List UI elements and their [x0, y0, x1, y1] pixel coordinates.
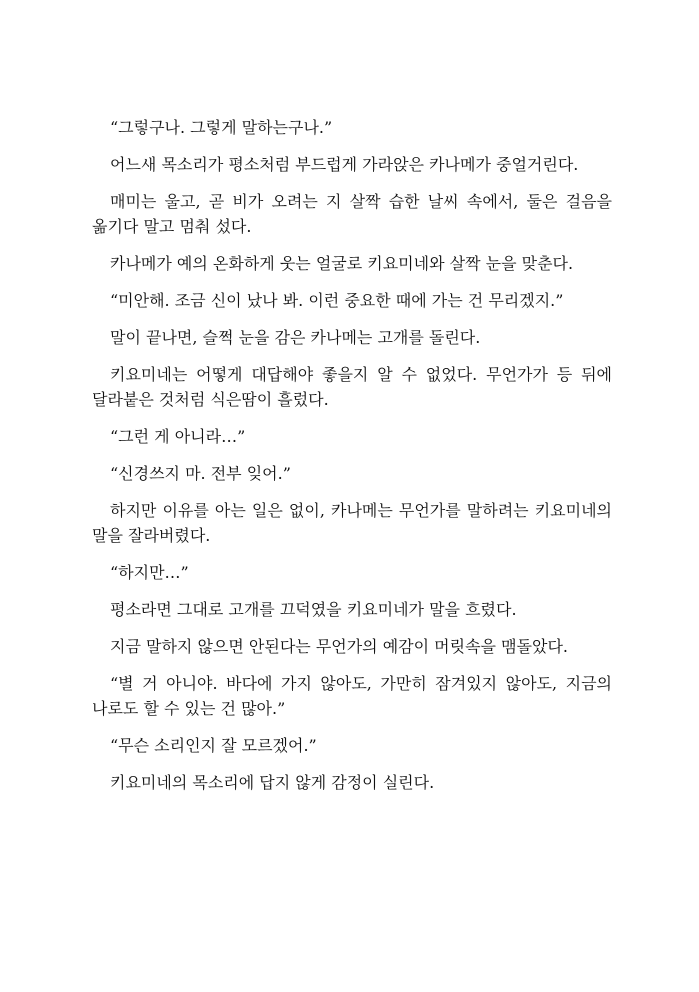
paragraph: “그런 게 아니라…” [110, 427, 246, 446]
paragraph: 어느새 목소리가 평소처럼 부드럽게 가라앉은 카나메가 중얼거린다. [110, 155, 579, 174]
paragraph: 지금 말하지 않으면 안된다는 무언가의 예감이 머릿속을 맴돌았다. [110, 637, 569, 656]
paragraph: 말이 끝나면, 슬쩍 눈을 감은 카나메는 고개를 돌린다. [110, 328, 481, 347]
paragraph: “신경쓰지 마. 전부 잊어.” [110, 464, 291, 483]
paragraph: 평소라면 그대로 고개를 끄덕였을 키요미네가 말을 흐렸다. [110, 600, 517, 619]
paragraph: “하지만…” [110, 563, 189, 582]
paragraph: 하지만 이유를 아는 일은 없이, 카나메는 무언가를 말하려는 키요미네의 말을 잘라버렸다. [92, 501, 612, 545]
paragraph: “무슨 소리인지 잘 모르겠어.” [110, 736, 317, 755]
paragraph: 카나메가 예의 온화하게 웃는 얼굴로 키요미네와 살짝 눈을 맞춘다. [110, 254, 574, 273]
paragraph: “그렇구나. 그렇게 말하는구나.” [110, 118, 333, 137]
paragraph: 키요미네는 어떻게 대답해야 좋을지 알 수 없었다. 무언가가 등 뒤에 달라붙은 것처럼 식은땀이 흘렀다. [92, 365, 612, 409]
body-text [92, 115, 612, 807]
paragraph: 매미는 울고, 곧 비가 오려는 지 살짝 습한 날씨 속에서, 둘은 걸음을 옮기다 말고 멈춰 섰다. [92, 192, 612, 236]
paragraph: 키요미네의 목소리에 답지 않게 감정이 실린다. [110, 773, 435, 792]
paragraph: “별 거 아니야. 바다에 가지 않아도, 가만히 잠겨있지 않아도, 지금의 나로도 할 수 있는 건 많아.” [92, 674, 612, 718]
paragraph: “미안해. 조금 신이 났나 봐. 이런 중요한 때에 가는 건 무리겠지.” [110, 291, 564, 310]
